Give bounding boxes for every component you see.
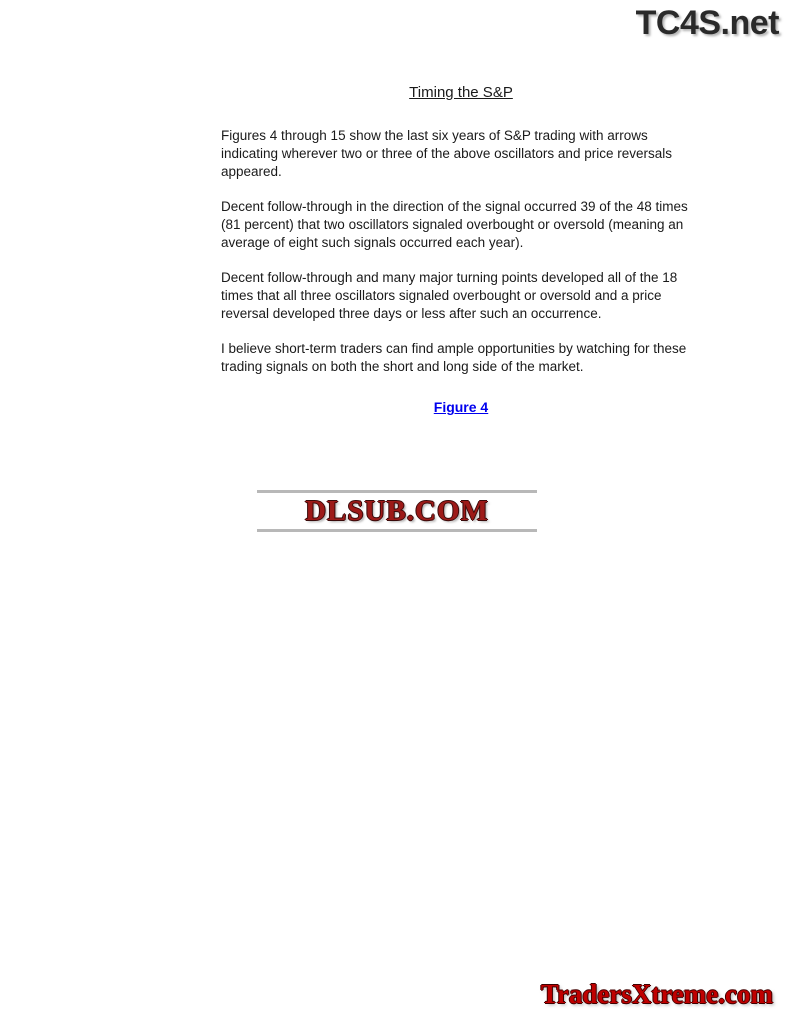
tc4s-watermark: TC4S.net (635, 4, 779, 42)
dlsub-watermark-stamp (257, 490, 537, 532)
paragraph-1: Figures 4 through 15 show the last six years of S&P trading with arrows indicating wherever two or three of the above oscillators and price reversals appeared. (221, 128, 672, 179)
paragraph-2: Decent follow-through in the direction of the signal occurred 39 of the 48 times (81 percent) that two oscillators signaled overbought or oversold (meaning an average of eight such signals occurred each year). (221, 198, 688, 250)
dlsub-watermark-text: DLSUB.COM (305, 494, 489, 527)
paragraph-3: Decent follow-through and many major turning points developed all of the 18 times that all three oscillators signaled overbought or oversold and a price reversal developed three days or less after such an occurrence. (221, 269, 678, 321)
tradersxtreme-watermark: TradersXtreme.com (540, 979, 773, 1009)
page-title (221, 84, 701, 101)
paragraph-4: I believe short-term traders can find ample opportunities by watching for these trading signals on both the short and long side of the market. (221, 340, 687, 374)
document-body (221, 84, 701, 417)
page-title-text: Timing the S&P (409, 84, 513, 101)
figure-caption-link[interactable]: Figure 4 (433, 399, 489, 416)
figure-caption (221, 399, 701, 417)
